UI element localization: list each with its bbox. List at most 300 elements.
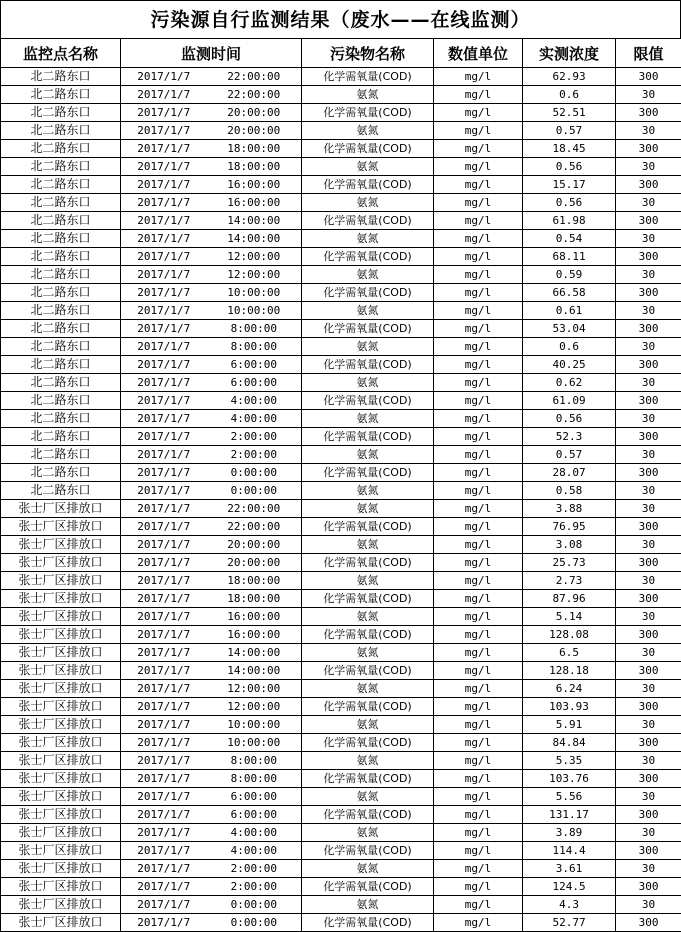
unit-cell: mg/l <box>434 428 523 446</box>
date-cell: 2017/1/7 <box>121 914 207 932</box>
pollutant-cell: 化学需氧量(COD) <box>302 140 434 158</box>
limit-cell: 300 <box>616 392 681 410</box>
pollutant-cell: 化学需氧量(COD) <box>302 590 434 608</box>
date-cell: 2017/1/7 <box>121 428 207 446</box>
table-row <box>1 788 681 806</box>
date-cell: 2017/1/7 <box>121 554 207 572</box>
table-row <box>1 212 681 230</box>
time-cell: 2:00:00 <box>207 446 302 464</box>
table-row <box>1 842 681 860</box>
value-cell: 3.08 <box>523 536 616 554</box>
site-cell: 张士厂区排放口 <box>1 914 121 932</box>
time-cell: 2:00:00 <box>207 428 302 446</box>
site-cell: 张士厂区排放口 <box>1 698 121 716</box>
site-cell: 张士厂区排放口 <box>1 626 121 644</box>
pollutant-cell: 氨氮 <box>302 860 434 878</box>
time-cell: 0:00:00 <box>207 914 302 932</box>
time-cell: 14:00:00 <box>207 662 302 680</box>
limit-cell: 30 <box>616 338 681 356</box>
unit-cell: mg/l <box>434 860 523 878</box>
date-cell: 2017/1/7 <box>121 572 207 590</box>
limit-cell: 30 <box>616 374 681 392</box>
unit-cell: mg/l <box>434 590 523 608</box>
date-cell: 2017/1/7 <box>121 842 207 860</box>
table-row <box>1 230 681 248</box>
date-cell: 2017/1/7 <box>121 716 207 734</box>
value-cell: 87.96 <box>523 590 616 608</box>
date-cell: 2017/1/7 <box>121 122 207 140</box>
pollutant-cell: 氨氮 <box>302 572 434 590</box>
pollutant-cell: 化学需氧量(COD) <box>302 878 434 896</box>
pollutant-cell: 氨氮 <box>302 266 434 284</box>
header-unit: 数值单位 <box>434 39 523 68</box>
table-row <box>1 302 681 320</box>
pollutant-cell: 氨氮 <box>302 752 434 770</box>
time-cell: 2:00:00 <box>207 860 302 878</box>
site-cell: 张士厂区排放口 <box>1 662 121 680</box>
site-cell: 北二路东口 <box>1 482 121 500</box>
limit-cell: 300 <box>616 662 681 680</box>
site-cell: 张士厂区排放口 <box>1 554 121 572</box>
time-cell: 12:00:00 <box>207 698 302 716</box>
unit-cell: mg/l <box>434 788 523 806</box>
value-cell: 6.5 <box>523 644 616 662</box>
limit-cell: 30 <box>616 860 681 878</box>
limit-cell: 300 <box>616 518 681 536</box>
value-cell: 52.51 <box>523 104 616 122</box>
table-row <box>1 536 681 554</box>
limit-cell: 300 <box>616 878 681 896</box>
unit-cell: mg/l <box>434 734 523 752</box>
limit-cell: 30 <box>616 572 681 590</box>
date-cell: 2017/1/7 <box>121 500 207 518</box>
date-cell: 2017/1/7 <box>121 482 207 500</box>
value-cell: 61.98 <box>523 212 616 230</box>
date-cell: 2017/1/7 <box>121 590 207 608</box>
pollutant-cell: 化学需氧量(COD) <box>302 698 434 716</box>
limit-cell: 30 <box>616 608 681 626</box>
time-cell: 8:00:00 <box>207 320 302 338</box>
limit-cell: 300 <box>616 140 681 158</box>
limit-cell: 30 <box>616 410 681 428</box>
date-cell: 2017/1/7 <box>121 464 207 482</box>
date-cell: 2017/1/7 <box>121 86 207 104</box>
date-cell: 2017/1/7 <box>121 212 207 230</box>
unit-cell: mg/l <box>434 716 523 734</box>
pollutant-cell: 化学需氧量(COD) <box>302 320 434 338</box>
time-cell: 20:00:00 <box>207 122 302 140</box>
pollutant-cell: 氨氮 <box>302 338 434 356</box>
time-cell: 18:00:00 <box>207 140 302 158</box>
site-cell: 张士厂区排放口 <box>1 500 121 518</box>
date-cell: 2017/1/7 <box>121 194 207 212</box>
pollutant-cell: 化学需氧量(COD) <box>302 176 434 194</box>
time-cell: 4:00:00 <box>207 410 302 428</box>
unit-cell: mg/l <box>434 536 523 554</box>
pollutant-cell: 氨氮 <box>302 482 434 500</box>
limit-cell: 300 <box>616 68 681 86</box>
limit-cell: 300 <box>616 842 681 860</box>
unit-cell: mg/l <box>434 230 523 248</box>
site-cell: 张士厂区排放口 <box>1 680 121 698</box>
site-cell: 张士厂区排放口 <box>1 824 121 842</box>
date-cell: 2017/1/7 <box>121 446 207 464</box>
time-cell: 16:00:00 <box>207 176 302 194</box>
pollutant-cell: 化学需氧量(COD) <box>302 392 434 410</box>
table-row <box>1 734 681 752</box>
site-cell: 张士厂区排放口 <box>1 770 121 788</box>
table-row <box>1 104 681 122</box>
date-cell: 2017/1/7 <box>121 860 207 878</box>
unit-cell: mg/l <box>434 446 523 464</box>
limit-cell: 300 <box>616 176 681 194</box>
pollutant-cell: 化学需氧量(COD) <box>302 734 434 752</box>
site-cell: 北二路东口 <box>1 320 121 338</box>
limit-cell: 30 <box>616 266 681 284</box>
value-cell: 52.3 <box>523 428 616 446</box>
value-cell: 5.91 <box>523 716 616 734</box>
limit-cell: 30 <box>616 482 681 500</box>
date-cell: 2017/1/7 <box>121 824 207 842</box>
unit-cell: mg/l <box>434 878 523 896</box>
value-cell: 128.08 <box>523 626 616 644</box>
pollutant-cell: 化学需氧量(COD) <box>302 554 434 572</box>
table-row <box>1 68 681 86</box>
pollutant-cell: 氨氮 <box>302 410 434 428</box>
site-cell: 北二路东口 <box>1 356 121 374</box>
time-cell: 18:00:00 <box>207 590 302 608</box>
unit-cell: mg/l <box>434 338 523 356</box>
pollutant-cell: 氨氮 <box>302 446 434 464</box>
value-cell: 0.57 <box>523 122 616 140</box>
header-pollutant: 污染物名称 <box>302 39 434 68</box>
table-row <box>1 644 681 662</box>
limit-cell: 300 <box>616 806 681 824</box>
value-cell: 131.17 <box>523 806 616 824</box>
value-cell: 3.88 <box>523 500 616 518</box>
value-cell: 28.07 <box>523 464 616 482</box>
site-cell: 北二路东口 <box>1 302 121 320</box>
table-row <box>1 176 681 194</box>
site-cell: 北二路东口 <box>1 140 121 158</box>
value-cell: 0.6 <box>523 86 616 104</box>
limit-cell: 30 <box>616 788 681 806</box>
limit-cell: 300 <box>616 104 681 122</box>
table-row <box>1 878 681 896</box>
unit-cell: mg/l <box>434 554 523 572</box>
site-cell: 张士厂区排放口 <box>1 806 121 824</box>
pollutant-cell: 化学需氧量(COD) <box>302 464 434 482</box>
pollutant-cell: 化学需氧量(COD) <box>302 806 434 824</box>
limit-cell: 30 <box>616 302 681 320</box>
value-cell: 2.73 <box>523 572 616 590</box>
unit-cell: mg/l <box>434 824 523 842</box>
table-row <box>1 572 681 590</box>
table-row <box>1 446 681 464</box>
limit-cell: 300 <box>616 464 681 482</box>
unit-cell: mg/l <box>434 86 523 104</box>
time-cell: 12:00:00 <box>207 266 302 284</box>
pollutant-cell: 氨氮 <box>302 194 434 212</box>
time-cell: 16:00:00 <box>207 608 302 626</box>
value-cell: 18.45 <box>523 140 616 158</box>
time-cell: 10:00:00 <box>207 734 302 752</box>
date-cell: 2017/1/7 <box>121 698 207 716</box>
date-cell: 2017/1/7 <box>121 770 207 788</box>
unit-cell: mg/l <box>434 680 523 698</box>
table-row <box>1 86 681 104</box>
time-cell: 12:00:00 <box>207 680 302 698</box>
value-cell: 4.3 <box>523 896 616 914</box>
value-cell: 84.84 <box>523 734 616 752</box>
table-row <box>1 770 681 788</box>
time-cell: 8:00:00 <box>207 752 302 770</box>
limit-cell: 30 <box>616 896 681 914</box>
value-cell: 68.11 <box>523 248 616 266</box>
limit-cell: 300 <box>616 356 681 374</box>
table-row <box>1 608 681 626</box>
date-cell: 2017/1/7 <box>121 734 207 752</box>
site-cell: 张士厂区排放口 <box>1 608 121 626</box>
unit-cell: mg/l <box>434 698 523 716</box>
unit-cell: mg/l <box>434 500 523 518</box>
table-row <box>1 482 681 500</box>
limit-cell: 30 <box>616 446 681 464</box>
date-cell: 2017/1/7 <box>121 266 207 284</box>
value-cell: 0.56 <box>523 194 616 212</box>
site-cell: 北二路东口 <box>1 212 121 230</box>
table-row <box>1 266 681 284</box>
table-row <box>1 428 681 446</box>
pollutant-cell: 氨氮 <box>302 230 434 248</box>
value-cell: 0.57 <box>523 446 616 464</box>
table-row <box>1 356 681 374</box>
pollutant-cell: 氨氮 <box>302 122 434 140</box>
unit-cell: mg/l <box>434 284 523 302</box>
site-cell: 张士厂区排放口 <box>1 788 121 806</box>
time-cell: 0:00:00 <box>207 896 302 914</box>
unit-cell: mg/l <box>434 752 523 770</box>
table-row <box>1 410 681 428</box>
date-cell: 2017/1/7 <box>121 806 207 824</box>
site-cell: 北二路东口 <box>1 176 121 194</box>
site-cell: 北二路东口 <box>1 104 121 122</box>
value-cell: 128.18 <box>523 662 616 680</box>
time-cell: 6:00:00 <box>207 788 302 806</box>
table-row <box>1 248 681 266</box>
date-cell: 2017/1/7 <box>121 878 207 896</box>
time-cell: 10:00:00 <box>207 716 302 734</box>
date-cell: 2017/1/7 <box>121 392 207 410</box>
table-row <box>1 374 681 392</box>
value-cell: 66.58 <box>523 284 616 302</box>
pollutant-cell: 氨氮 <box>302 500 434 518</box>
value-cell: 6.24 <box>523 680 616 698</box>
date-cell: 2017/1/7 <box>121 104 207 122</box>
table-row <box>1 500 681 518</box>
value-cell: 0.56 <box>523 158 616 176</box>
pollutant-cell: 氨氮 <box>302 374 434 392</box>
value-cell: 5.14 <box>523 608 616 626</box>
table-row <box>1 806 681 824</box>
limit-cell: 30 <box>616 86 681 104</box>
site-cell: 北二路东口 <box>1 428 121 446</box>
table-row <box>1 464 681 482</box>
site-cell: 北二路东口 <box>1 392 121 410</box>
value-cell: 53.04 <box>523 320 616 338</box>
unit-cell: mg/l <box>434 914 523 932</box>
site-cell: 北二路东口 <box>1 86 121 104</box>
value-cell: 15.17 <box>523 176 616 194</box>
value-cell: 40.25 <box>523 356 616 374</box>
limit-cell: 30 <box>616 644 681 662</box>
unit-cell: mg/l <box>434 356 523 374</box>
site-cell: 张士厂区排放口 <box>1 572 121 590</box>
value-cell: 3.89 <box>523 824 616 842</box>
time-cell: 16:00:00 <box>207 194 302 212</box>
date-cell: 2017/1/7 <box>121 158 207 176</box>
date-cell: 2017/1/7 <box>121 338 207 356</box>
date-cell: 2017/1/7 <box>121 680 207 698</box>
pollutant-cell: 化学需氧量(COD) <box>302 212 434 230</box>
date-cell: 2017/1/7 <box>121 410 207 428</box>
limit-cell: 30 <box>616 716 681 734</box>
date-cell: 2017/1/7 <box>121 536 207 554</box>
table-row <box>1 680 681 698</box>
pollutant-cell: 氨氮 <box>302 896 434 914</box>
limit-cell: 30 <box>616 680 681 698</box>
table-row <box>1 320 681 338</box>
limit-cell: 30 <box>616 158 681 176</box>
time-cell: 10:00:00 <box>207 284 302 302</box>
header-row <box>1 39 681 68</box>
pollutant-cell: 化学需氧量(COD) <box>302 428 434 446</box>
pollutant-cell: 氨氮 <box>302 716 434 734</box>
unit-cell: mg/l <box>434 248 523 266</box>
limit-cell: 300 <box>616 734 681 752</box>
value-cell: 0.59 <box>523 266 616 284</box>
unit-cell: mg/l <box>434 626 523 644</box>
value-cell: 114.4 <box>523 842 616 860</box>
limit-cell: 30 <box>616 500 681 518</box>
pollutant-cell: 氨氮 <box>302 302 434 320</box>
unit-cell: mg/l <box>434 410 523 428</box>
time-cell: 22:00:00 <box>207 518 302 536</box>
pollutant-cell: 氨氮 <box>302 158 434 176</box>
limit-cell: 300 <box>616 284 681 302</box>
value-cell: 0.62 <box>523 374 616 392</box>
site-cell: 北二路东口 <box>1 158 121 176</box>
unit-cell: mg/l <box>434 482 523 500</box>
date-cell: 2017/1/7 <box>121 356 207 374</box>
pollutant-cell: 化学需氧量(COD) <box>302 356 434 374</box>
site-cell: 张士厂区排放口 <box>1 536 121 554</box>
table-body <box>1 68 681 932</box>
unit-cell: mg/l <box>434 608 523 626</box>
time-cell: 0:00:00 <box>207 482 302 500</box>
site-cell: 张士厂区排放口 <box>1 734 121 752</box>
site-cell: 北二路东口 <box>1 230 121 248</box>
table-row <box>1 122 681 140</box>
limit-cell: 300 <box>616 212 681 230</box>
date-cell: 2017/1/7 <box>121 752 207 770</box>
unit-cell: mg/l <box>434 572 523 590</box>
limit-cell: 30 <box>616 536 681 554</box>
value-cell: 76.95 <box>523 518 616 536</box>
date-cell: 2017/1/7 <box>121 320 207 338</box>
unit-cell: mg/l <box>434 806 523 824</box>
pollutant-cell: 氨氮 <box>302 608 434 626</box>
time-cell: 14:00:00 <box>207 644 302 662</box>
date-cell: 2017/1/7 <box>121 626 207 644</box>
date-cell: 2017/1/7 <box>121 284 207 302</box>
table-row <box>1 662 681 680</box>
pollutant-cell: 氨氮 <box>302 824 434 842</box>
date-cell: 2017/1/7 <box>121 608 207 626</box>
table-row <box>1 284 681 302</box>
table-row <box>1 716 681 734</box>
unit-cell: mg/l <box>434 68 523 86</box>
table-row <box>1 194 681 212</box>
time-cell: 0:00:00 <box>207 464 302 482</box>
header-site: 监控点名称 <box>1 39 121 68</box>
time-cell: 16:00:00 <box>207 626 302 644</box>
time-cell: 22:00:00 <box>207 500 302 518</box>
unit-cell: mg/l <box>434 302 523 320</box>
unit-cell: mg/l <box>434 518 523 536</box>
site-cell: 北二路东口 <box>1 410 121 428</box>
table-row <box>1 896 681 914</box>
site-cell: 张士厂区排放口 <box>1 878 121 896</box>
limit-cell: 300 <box>616 428 681 446</box>
limit-cell: 30 <box>616 752 681 770</box>
pollutant-cell: 化学需氧量(COD) <box>302 248 434 266</box>
site-cell: 北二路东口 <box>1 122 121 140</box>
pollutant-cell: 化学需氧量(COD) <box>302 842 434 860</box>
date-cell: 2017/1/7 <box>121 230 207 248</box>
limit-cell: 30 <box>616 824 681 842</box>
limit-cell: 300 <box>616 248 681 266</box>
site-cell: 北二路东口 <box>1 68 121 86</box>
time-cell: 20:00:00 <box>207 554 302 572</box>
date-cell: 2017/1/7 <box>121 140 207 158</box>
site-cell: 北二路东口 <box>1 464 121 482</box>
header-time: 监测时间 <box>121 39 302 68</box>
pollutant-cell: 化学需氧量(COD) <box>302 284 434 302</box>
time-cell: 22:00:00 <box>207 86 302 104</box>
table-row <box>1 914 681 932</box>
table-row <box>1 338 681 356</box>
unit-cell: mg/l <box>434 266 523 284</box>
time-cell: 4:00:00 <box>207 392 302 410</box>
site-cell: 北二路东口 <box>1 374 121 392</box>
date-cell: 2017/1/7 <box>121 518 207 536</box>
site-cell: 北二路东口 <box>1 266 121 284</box>
unit-cell: mg/l <box>434 842 523 860</box>
table-row <box>1 158 681 176</box>
unit-cell: mg/l <box>434 896 523 914</box>
value-cell: 52.77 <box>523 914 616 932</box>
value-cell: 103.93 <box>523 698 616 716</box>
time-cell: 14:00:00 <box>207 212 302 230</box>
pollutant-cell: 化学需氧量(COD) <box>302 770 434 788</box>
limit-cell: 300 <box>616 698 681 716</box>
table-row <box>1 590 681 608</box>
site-cell: 张士厂区排放口 <box>1 842 121 860</box>
time-cell: 4:00:00 <box>207 824 302 842</box>
value-cell: 0.58 <box>523 482 616 500</box>
site-cell: 张士厂区排放口 <box>1 518 121 536</box>
